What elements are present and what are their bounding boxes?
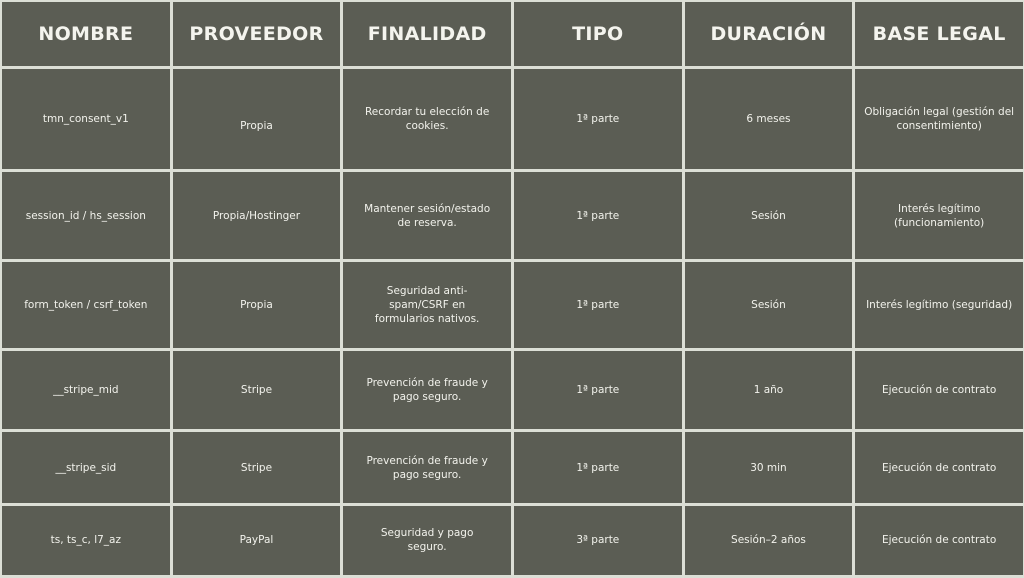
header-type: TIPO bbox=[514, 2, 682, 66]
header-name: NOMBRE bbox=[2, 2, 170, 66]
cell-type: 3ª parte bbox=[514, 506, 682, 575]
cell-provider: Propia/Hostinger bbox=[173, 172, 341, 258]
cell-duration: Sesión bbox=[685, 262, 853, 348]
cell-purpose: Prevención de fraude y pago seguro. bbox=[343, 351, 511, 429]
cell-legal-basis: Obligación legal (gestión del consentimiento) bbox=[855, 69, 1023, 169]
cell-type: 1ª parte bbox=[514, 351, 682, 429]
cell-name: __stripe_sid bbox=[2, 432, 170, 502]
cell-name: tmn_consent_v1 bbox=[2, 69, 170, 169]
header-duration: DURACIÓN bbox=[685, 2, 853, 66]
table-header-row bbox=[2, 2, 1023, 66]
cell-provider-text: Propia bbox=[240, 120, 273, 133]
cell-type: 1ª parte bbox=[514, 172, 682, 258]
cell-duration: Sesión–2 años bbox=[685, 506, 853, 575]
cell-purpose: Recordar tu elección de cookies. bbox=[343, 69, 511, 169]
table-row bbox=[2, 351, 1023, 429]
cell-type: 1ª parte bbox=[514, 262, 682, 348]
cell-legal-basis: Ejecución de contrato bbox=[855, 506, 1023, 575]
cell-purpose: Seguridad y pago seguro. bbox=[343, 506, 511, 575]
cell-type: 1ª parte bbox=[514, 69, 682, 169]
cell-type: 1ª parte bbox=[514, 432, 682, 502]
cell-legal-basis: Interés legítimo (funcionamiento) bbox=[855, 172, 1023, 258]
cell-provider: Propia bbox=[173, 262, 341, 348]
cell-name: ts, ts_c, l7_az bbox=[2, 506, 170, 575]
header-legal-basis: BASE LEGAL bbox=[855, 2, 1023, 66]
cell-legal-basis: Interés legítimo (seguridad) bbox=[855, 262, 1023, 348]
cell-purpose: Prevención de fraude y pago seguro. bbox=[343, 432, 511, 502]
cell-duration: 1 año bbox=[685, 351, 853, 429]
cell-name: form_token / csrf_token bbox=[2, 262, 170, 348]
table-row bbox=[2, 69, 1023, 169]
cell-name: session_id / hs_session bbox=[2, 172, 170, 258]
cell-legal-basis: Ejecución de contrato bbox=[855, 351, 1023, 429]
cell-provider: PayPal bbox=[173, 506, 341, 575]
cell-duration: 30 min bbox=[685, 432, 853, 502]
table-row bbox=[2, 262, 1023, 348]
table-row bbox=[2, 506, 1023, 575]
cell-provider: Stripe bbox=[173, 432, 341, 502]
table-row bbox=[2, 172, 1023, 258]
cell-provider bbox=[173, 69, 341, 169]
cell-name: __stripe_mid bbox=[2, 351, 170, 429]
cell-duration: Sesión bbox=[685, 172, 853, 258]
cell-provider: Stripe bbox=[173, 351, 341, 429]
cell-purpose: Mantener sesión/estado de reserva. bbox=[343, 172, 511, 258]
header-purpose: FINALIDAD bbox=[343, 2, 511, 66]
cell-legal-basis: Ejecución de contrato bbox=[855, 432, 1023, 502]
cell-purpose: Seguridad anti-spam/CSRF en formularios nativos. bbox=[343, 262, 511, 348]
table-row bbox=[2, 432, 1023, 502]
cell-duration: 6 meses bbox=[685, 69, 853, 169]
header-provider: PROVEEDOR bbox=[173, 2, 341, 66]
